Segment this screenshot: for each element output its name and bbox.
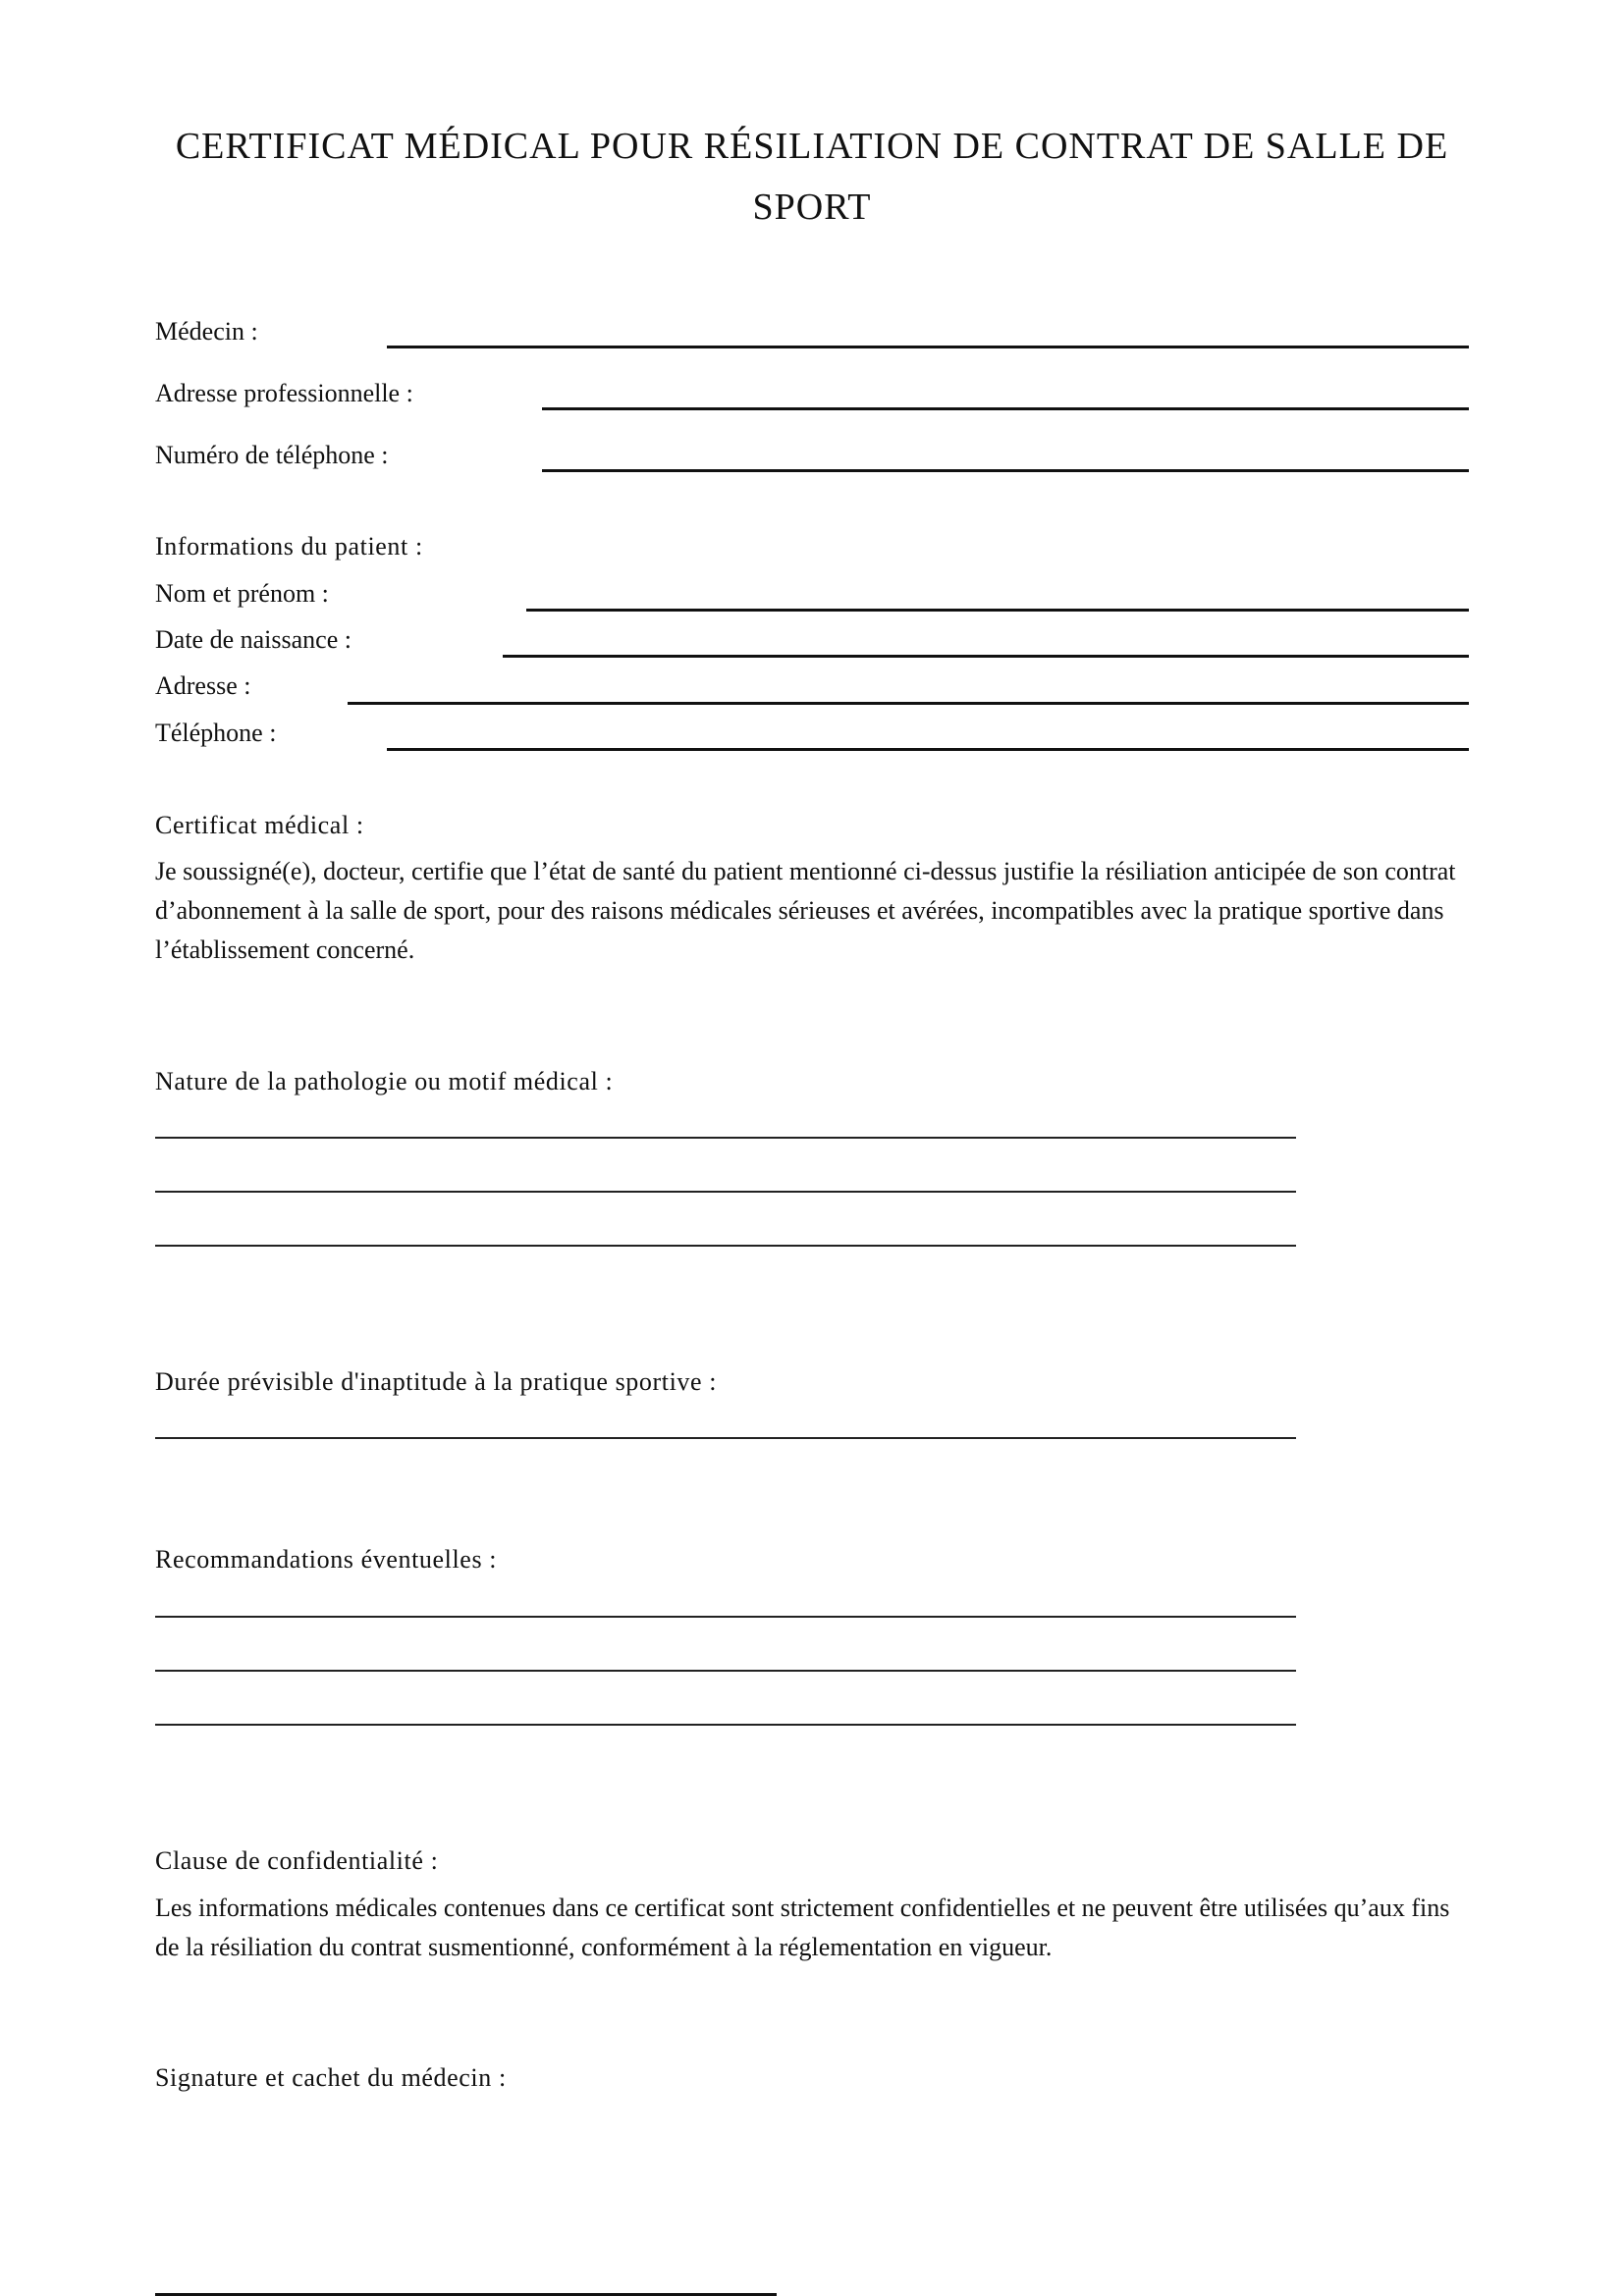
patient-name-label: Nom et prénom : bbox=[155, 579, 329, 608]
patient-address-field[interactable] bbox=[348, 702, 1469, 705]
professional-address-field[interactable] bbox=[542, 407, 1469, 410]
signature-heading: Signature et cachet du médecin : bbox=[155, 2063, 507, 2092]
document-title: CERTIFICAT MÉDICAL POUR RÉSILIATION DE CONTRAT DE SALLE DE SPORT bbox=[175, 126, 1449, 228]
patient-name-field[interactable] bbox=[526, 609, 1469, 612]
certificate-heading: Certificat médical : bbox=[155, 811, 364, 839]
certificate-text: Je soussigné(e), docteur, certifie que l’état de santé du patient mentionné ci-dessus justifie la résiliation anticipée de son contrat d’abonnement à la salle de sport, pour des raisons médicales sérieuses et avérées, incompatibles avec la pratique sportive dans l’établissement concerné. bbox=[155, 857, 1456, 964]
recommendations-line-3[interactable] bbox=[155, 1724, 1296, 1726]
pathology-line-1[interactable] bbox=[155, 1137, 1296, 1139]
patient-info-heading: Informations du patient : bbox=[155, 532, 423, 561]
recommendations-heading: Recommandations éventuelles : bbox=[155, 1545, 498, 1574]
pathology-line-2[interactable] bbox=[155, 1191, 1296, 1193]
birth-date-field[interactable] bbox=[503, 655, 1469, 658]
doctor-name-label: Médecin : bbox=[155, 317, 258, 346]
pathology-heading: Nature de la pathologie ou motif médical : bbox=[155, 1067, 614, 1095]
birth-date-label: Date de naissance : bbox=[155, 625, 352, 654]
patient-phone-field[interactable] bbox=[387, 748, 1469, 751]
patient-address-label: Adresse : bbox=[155, 671, 251, 700]
duration-line[interactable] bbox=[155, 1437, 1296, 1439]
professional-address-label: Adresse professionnelle : bbox=[155, 379, 413, 407]
duration-heading: Durée prévisible d'inaptitude à la pratique sportive : bbox=[155, 1367, 718, 1396]
doctor-phone-field[interactable] bbox=[542, 469, 1469, 472]
doctor-name-field[interactable] bbox=[387, 346, 1469, 348]
patient-phone-label: Téléphone : bbox=[155, 719, 277, 747]
recommendations-line-1[interactable] bbox=[155, 1616, 1296, 1618]
doctor-phone-label: Numéro de téléphone : bbox=[155, 441, 389, 469]
recommendations-line-2[interactable] bbox=[155, 1670, 1296, 1672]
pathology-line-3[interactable] bbox=[155, 1245, 1296, 1247]
confidentiality-heading: Clause de confidentialité : bbox=[155, 1846, 439, 1875]
confidentiality-text: Les informations médicales contenues dans ce certificat sont strictement confidentielles et ne peuvent être utilisées qu’aux fins de la résiliation du contrat susmentionné, conformément à la réglementation en vigueur. bbox=[155, 1894, 1450, 1961]
